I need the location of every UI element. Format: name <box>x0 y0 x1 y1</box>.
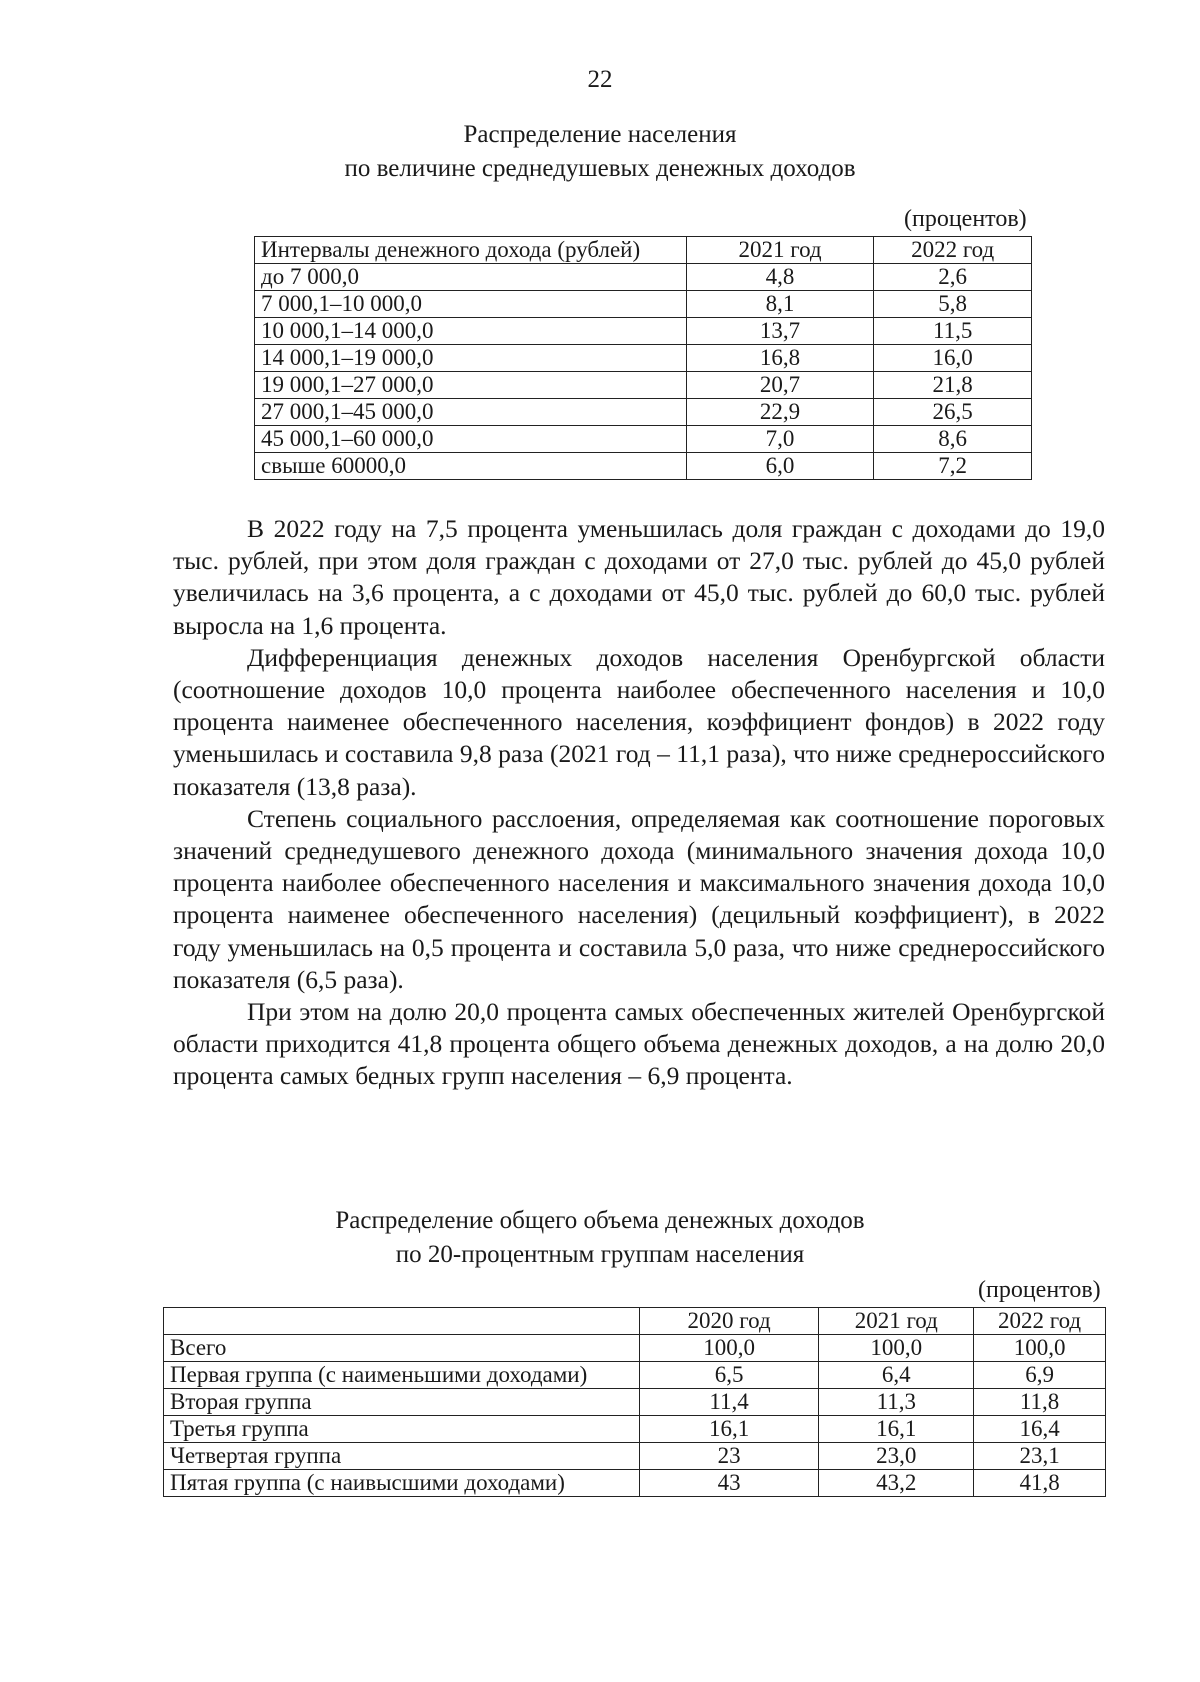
table-row <box>255 372 1032 399</box>
table-row <box>255 399 1032 426</box>
table-row <box>255 264 1032 291</box>
cell-2021: 43,2 <box>819 1470 974 1497</box>
table-row <box>164 1389 1106 1416</box>
row-label: Вторая группа <box>164 1389 640 1416</box>
cell-2021: 16,1 <box>819 1416 974 1443</box>
cell-2022: 41,8 <box>974 1470 1106 1497</box>
header-2021: 2021 год <box>819 1308 974 1335</box>
cell-2021: 100,0 <box>819 1335 974 1362</box>
table-row <box>255 318 1032 345</box>
header-2022: 2022 год <box>874 237 1032 264</box>
cell-2022: 8,6 <box>874 426 1032 453</box>
cell-2022: 21,8 <box>874 372 1032 399</box>
table-row <box>255 345 1032 372</box>
header-blank <box>164 1308 640 1335</box>
table-row <box>164 1443 1106 1470</box>
cell-2021: 7,0 <box>686 426 874 453</box>
cell-2021: 13,7 <box>686 318 874 345</box>
cell-2021: 20,7 <box>686 372 874 399</box>
table-row <box>255 291 1032 318</box>
table-row <box>255 453 1032 480</box>
cell-2021: 4,8 <box>686 264 874 291</box>
cell-2020: 6,5 <box>639 1362 819 1389</box>
table1-title-line2: по величине среднедушевых денежных доходов <box>344 155 856 182</box>
table2-unit: (процентов) <box>978 1277 1101 1303</box>
row-label: Третья группа <box>164 1416 640 1443</box>
paragraph: В 2022 году на 7,5 процента уменьшилась доля граждан с доходами до 19,0 тыс. рублей, при этом доля граждан с доходами от 27,0 тыс. рублей до 45,0 рублей увеличилась на 3,6 процента, а с доходами от 45,0 тыс. рублей до 60,0 тыс. рублей выросла на 1,6 процента. <box>173 514 1105 640</box>
table-row <box>164 1470 1106 1497</box>
cell-2022: 6,9 <box>974 1362 1106 1389</box>
cell-2021: 22,9 <box>686 399 874 426</box>
paragraph: Дифференциация денежных доходов населения Оренбургской области (соотношение доходов 10,0 процента наиболее обеспеченного населения и 10,0 процента наименее обеспеченного населения, коэффициент фондов) в 2022 году уменьшилась и составила 9,8 раза (2021 год – 11,1 раза), что ниже среднероссийского показателя (13,8 раза). <box>173 642 1105 801</box>
row-label: 10 000,1–14 000,0 <box>255 318 687 345</box>
table1-title-line1: Распределение населения <box>463 121 737 148</box>
table1-unit: (процентов) <box>904 206 1027 232</box>
paragraph: При этом на долю 20,0 процента самых обеспеченных жителей Оренбургской области приходится 41,8 процента общего объема денежных доходов, а на долю 20,0 процента самых бедных групп населения – 6,9 процента. <box>173 997 1105 1091</box>
row-label: Четвертая группа <box>164 1443 640 1470</box>
header-2020: 2020 год <box>639 1308 819 1335</box>
cell-2021: 16,8 <box>686 345 874 372</box>
row-label: Пятая группа (с наивысшими доходами) <box>164 1470 640 1497</box>
row-label: до 7 000,0 <box>255 264 687 291</box>
row-label: Первая группа (с наименьшими доходами) <box>164 1362 640 1389</box>
header-interval: Интервалы денежного дохода (рублей) <box>255 237 687 264</box>
cell-2021: 11,3 <box>819 1389 974 1416</box>
header-2021: 2021 год <box>686 237 874 264</box>
cell-2020: 16,1 <box>639 1416 819 1443</box>
cell-2022: 100,0 <box>974 1335 1106 1362</box>
table-row <box>164 1416 1106 1443</box>
income-interval-table <box>254 236 1032 480</box>
cell-2022: 11,5 <box>874 318 1032 345</box>
row-label: свыше 60000,0 <box>255 453 687 480</box>
table-row <box>164 1362 1106 1389</box>
cell-2021: 23,0 <box>819 1443 974 1470</box>
cell-2022: 23,1 <box>974 1443 1106 1470</box>
income-quintile-table <box>163 1307 1106 1497</box>
cell-2022: 5,8 <box>874 291 1032 318</box>
cell-2022: 16,0 <box>874 345 1032 372</box>
table-header-row <box>164 1308 1106 1335</box>
page-number: 22 <box>587 66 613 93</box>
row-label: 7 000,1–10 000,0 <box>255 291 687 318</box>
cell-2020: 43 <box>639 1470 819 1497</box>
row-label: 27 000,1–45 000,0 <box>255 399 687 426</box>
body-text <box>173 513 1105 1093</box>
header-2022: 2022 год <box>974 1308 1106 1335</box>
table2-title-line1: Распределение общего объема денежных доходов <box>335 1207 865 1234</box>
cell-2022: 2,6 <box>874 264 1032 291</box>
cell-2020: 23 <box>639 1443 819 1470</box>
row-label: Всего <box>164 1335 640 1362</box>
row-label: 19 000,1–27 000,0 <box>255 372 687 399</box>
cell-2022: 11,8 <box>974 1389 1106 1416</box>
row-label: 45 000,1–60 000,0 <box>255 426 687 453</box>
row-label: 14 000,1–19 000,0 <box>255 345 687 372</box>
cell-2021: 6,0 <box>686 453 874 480</box>
cell-2022: 16,4 <box>974 1416 1106 1443</box>
table2-title-line2: по 20-процентным группам населения <box>395 1241 805 1268</box>
paragraph: Степень социального расслоения, определяемая как соотношение пороговых значений среднедушевого денежного дохода (минимального значения дохода 10,0 процента наиболее обеспеченного населения и максимального значения дохода 10,0 процента наименее обеспеченного населения) (децильный коэффициент), в 2022 году уменьшилась на 0,5 процента и составила 5,0 раза, что ниже среднероссийского показателя (6,5 раза). <box>173 803 1105 994</box>
cell-2020: 100,0 <box>639 1335 819 1362</box>
cell-2021: 8,1 <box>686 291 874 318</box>
cell-2020: 11,4 <box>639 1389 819 1416</box>
table-row <box>255 426 1032 453</box>
table-row <box>164 1335 1106 1362</box>
table-header-row <box>255 237 1032 264</box>
cell-2022: 26,5 <box>874 399 1032 426</box>
cell-2022: 7,2 <box>874 453 1032 480</box>
cell-2021: 6,4 <box>819 1362 974 1389</box>
